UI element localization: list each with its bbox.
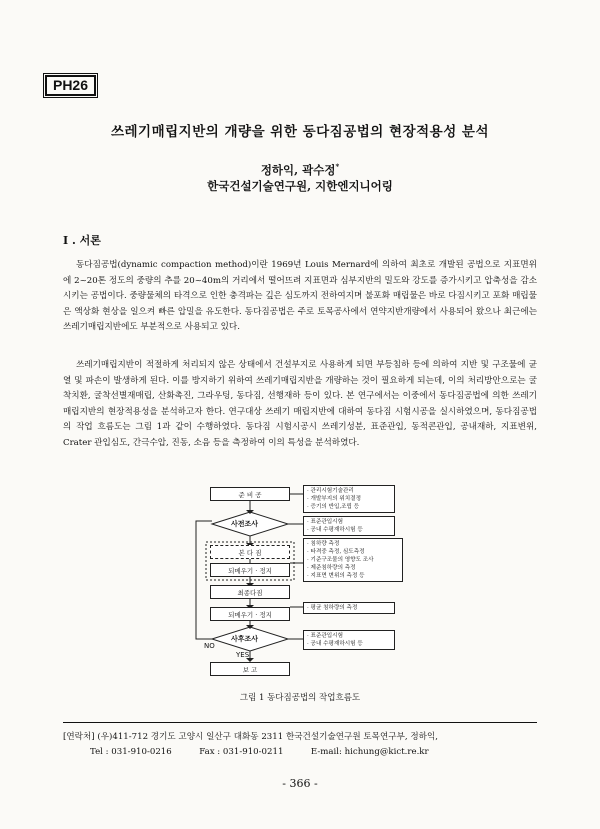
paragraph-text: 동다짐공법(dynamic compaction method)이란 1969년 Louis Mernard에 의하여 최초로 개발된 공법으로 지표면위에 2~20톤 정도의 중량의 추를 20~40m의 거리에서 떨어뜨려 지표면과 심부지반의 밀도와 강도를 증가시키고 압축성을 감소시키는 공법이다. 중량물체의 타격으로 인한 충격파는 깊은 심도까지 전하여지며 불포화 매립물은 바로 다짐시키고 포화 매립물은 액상화 현상을 일으켜 빠른 압밀을 유도한다. 동다짐공법은 주로 토목공사에서 연약지반개량에서 사용되어 왔으나 최근에는 쓰레기매립지반에도 부분적으로 사용되고 있다. (63, 260, 537, 333)
note-line: · 개발부지의 위치결정 (307, 496, 361, 502)
flow-step-report: 보 고 (210, 662, 290, 676)
flow-step-prep: 준 비 공 (210, 487, 290, 501)
note-line: · 제준침하량의 측정 (307, 565, 356, 571)
note-line: · 공내 수평재하시험 등 (307, 641, 363, 647)
flow-note-final (303, 602, 395, 614)
section-heading: I . 서론 (63, 234, 101, 247)
flow-note-post-survey (303, 630, 395, 650)
note-line: · 평균 침하량의 측정 (307, 605, 358, 611)
flow-note-prep (303, 485, 395, 513)
flow-note-pre-survey (303, 516, 395, 536)
note-line: · 공내 수평재하시험 등 (307, 527, 363, 533)
note-line: · 타격중 측정, 심도측정 (307, 549, 365, 555)
paragraph-text: 쓰레기매립지반이 적절하게 처리되지 않은 상태에서 건설부지로 사용하게 되면 부등침하 등에 의하여 지반 및 구조물에 균열 및 파손이 발생하게 된다. 이를 방지하기 위하여 쓰레기매립지반을 개량하는 것이 필요하게 되는데, 이의 처리방안으로는 굴착치환, 굴착선별재매립, 산화촉진, 그라우팅, 동다짐, 선행재하 등이 있다. 본 연구에서는 이중에서 동다짐공법에 의한 쓰레기 매립지반의 현장적용성을 분석하고자 한다. 연구대상 쓰레기 매립지반에 대하여 동다짐 시험시공을 실시하였으며, 동다짐공법의 작업 흐름도는 그림 1과 같이 수행하였다. 동다짐 시험시공시 쓰레기성분, 표준관입, 동적콘관입, 공내재하, 지표변위, Crater 관입심도, 간극수압, 진동, 소음 등을 측정하여 이의 특성을 분석하였다. (63, 360, 537, 448)
note-line: · 관리시험기술관리 (307, 488, 354, 494)
contact-tel: Tel : 031-910-0216 (90, 747, 172, 757)
figure-caption: 그림 1 동다짐공법의 작업흐름도 (239, 693, 361, 703)
note-line: · 표준관입시험 (307, 633, 343, 639)
paper-id-badge: PH26 (45, 75, 96, 96)
flow-step-post-survey: 사후조사 (231, 635, 259, 643)
paper-title: 쓰레기매립지반의 개량을 위한 동다짐공법의 현장적용성 분석 (110, 124, 490, 140)
flow-no-label: NO (204, 642, 215, 650)
contact-fax: Fax : 031-910-0211 (199, 747, 284, 757)
note-line: · 침하량 측정 (307, 541, 340, 547)
note-line: · 표준관입시험 (307, 519, 343, 525)
author-mark: * (335, 162, 340, 172)
affiliation: 한국건설기술연구원, 지한엔지니어링 (207, 179, 393, 193)
page-number: - 366 - (282, 777, 318, 790)
author-names: 정하익, 곽수정 (260, 163, 336, 177)
contact-email: E-mail: hichung@kict.re.kr (310, 747, 429, 757)
note-line: · 지표면 변위의 측정 등 (307, 573, 365, 579)
footer-divider (63, 722, 537, 723)
flow-yes-label: YES (236, 651, 250, 659)
flow-step-backfill-1: 되메우기 · 정지 (210, 563, 290, 577)
note-line: · 증기의 반입,조립 등 (307, 504, 360, 510)
note-line: · 기준구조물의 영향도 조사 (307, 557, 374, 563)
flow-note-main-compaction (303, 538, 403, 582)
flow-step-main-compaction: 본 다 짐 (210, 545, 290, 559)
flow-step-backfill-2: 되메우기 · 정지 (210, 607, 290, 621)
contact-address: [연락처] (우)411-712 경기도 고양시 일산구 대화동 2311 한국건설기술연구원 토목연구부, 정하익, (63, 732, 438, 742)
contact-details (90, 747, 564, 757)
flow-step-final-compaction: 최종다짐 (210, 585, 290, 599)
flow-step-pre-survey: 사전조사 (231, 520, 259, 528)
